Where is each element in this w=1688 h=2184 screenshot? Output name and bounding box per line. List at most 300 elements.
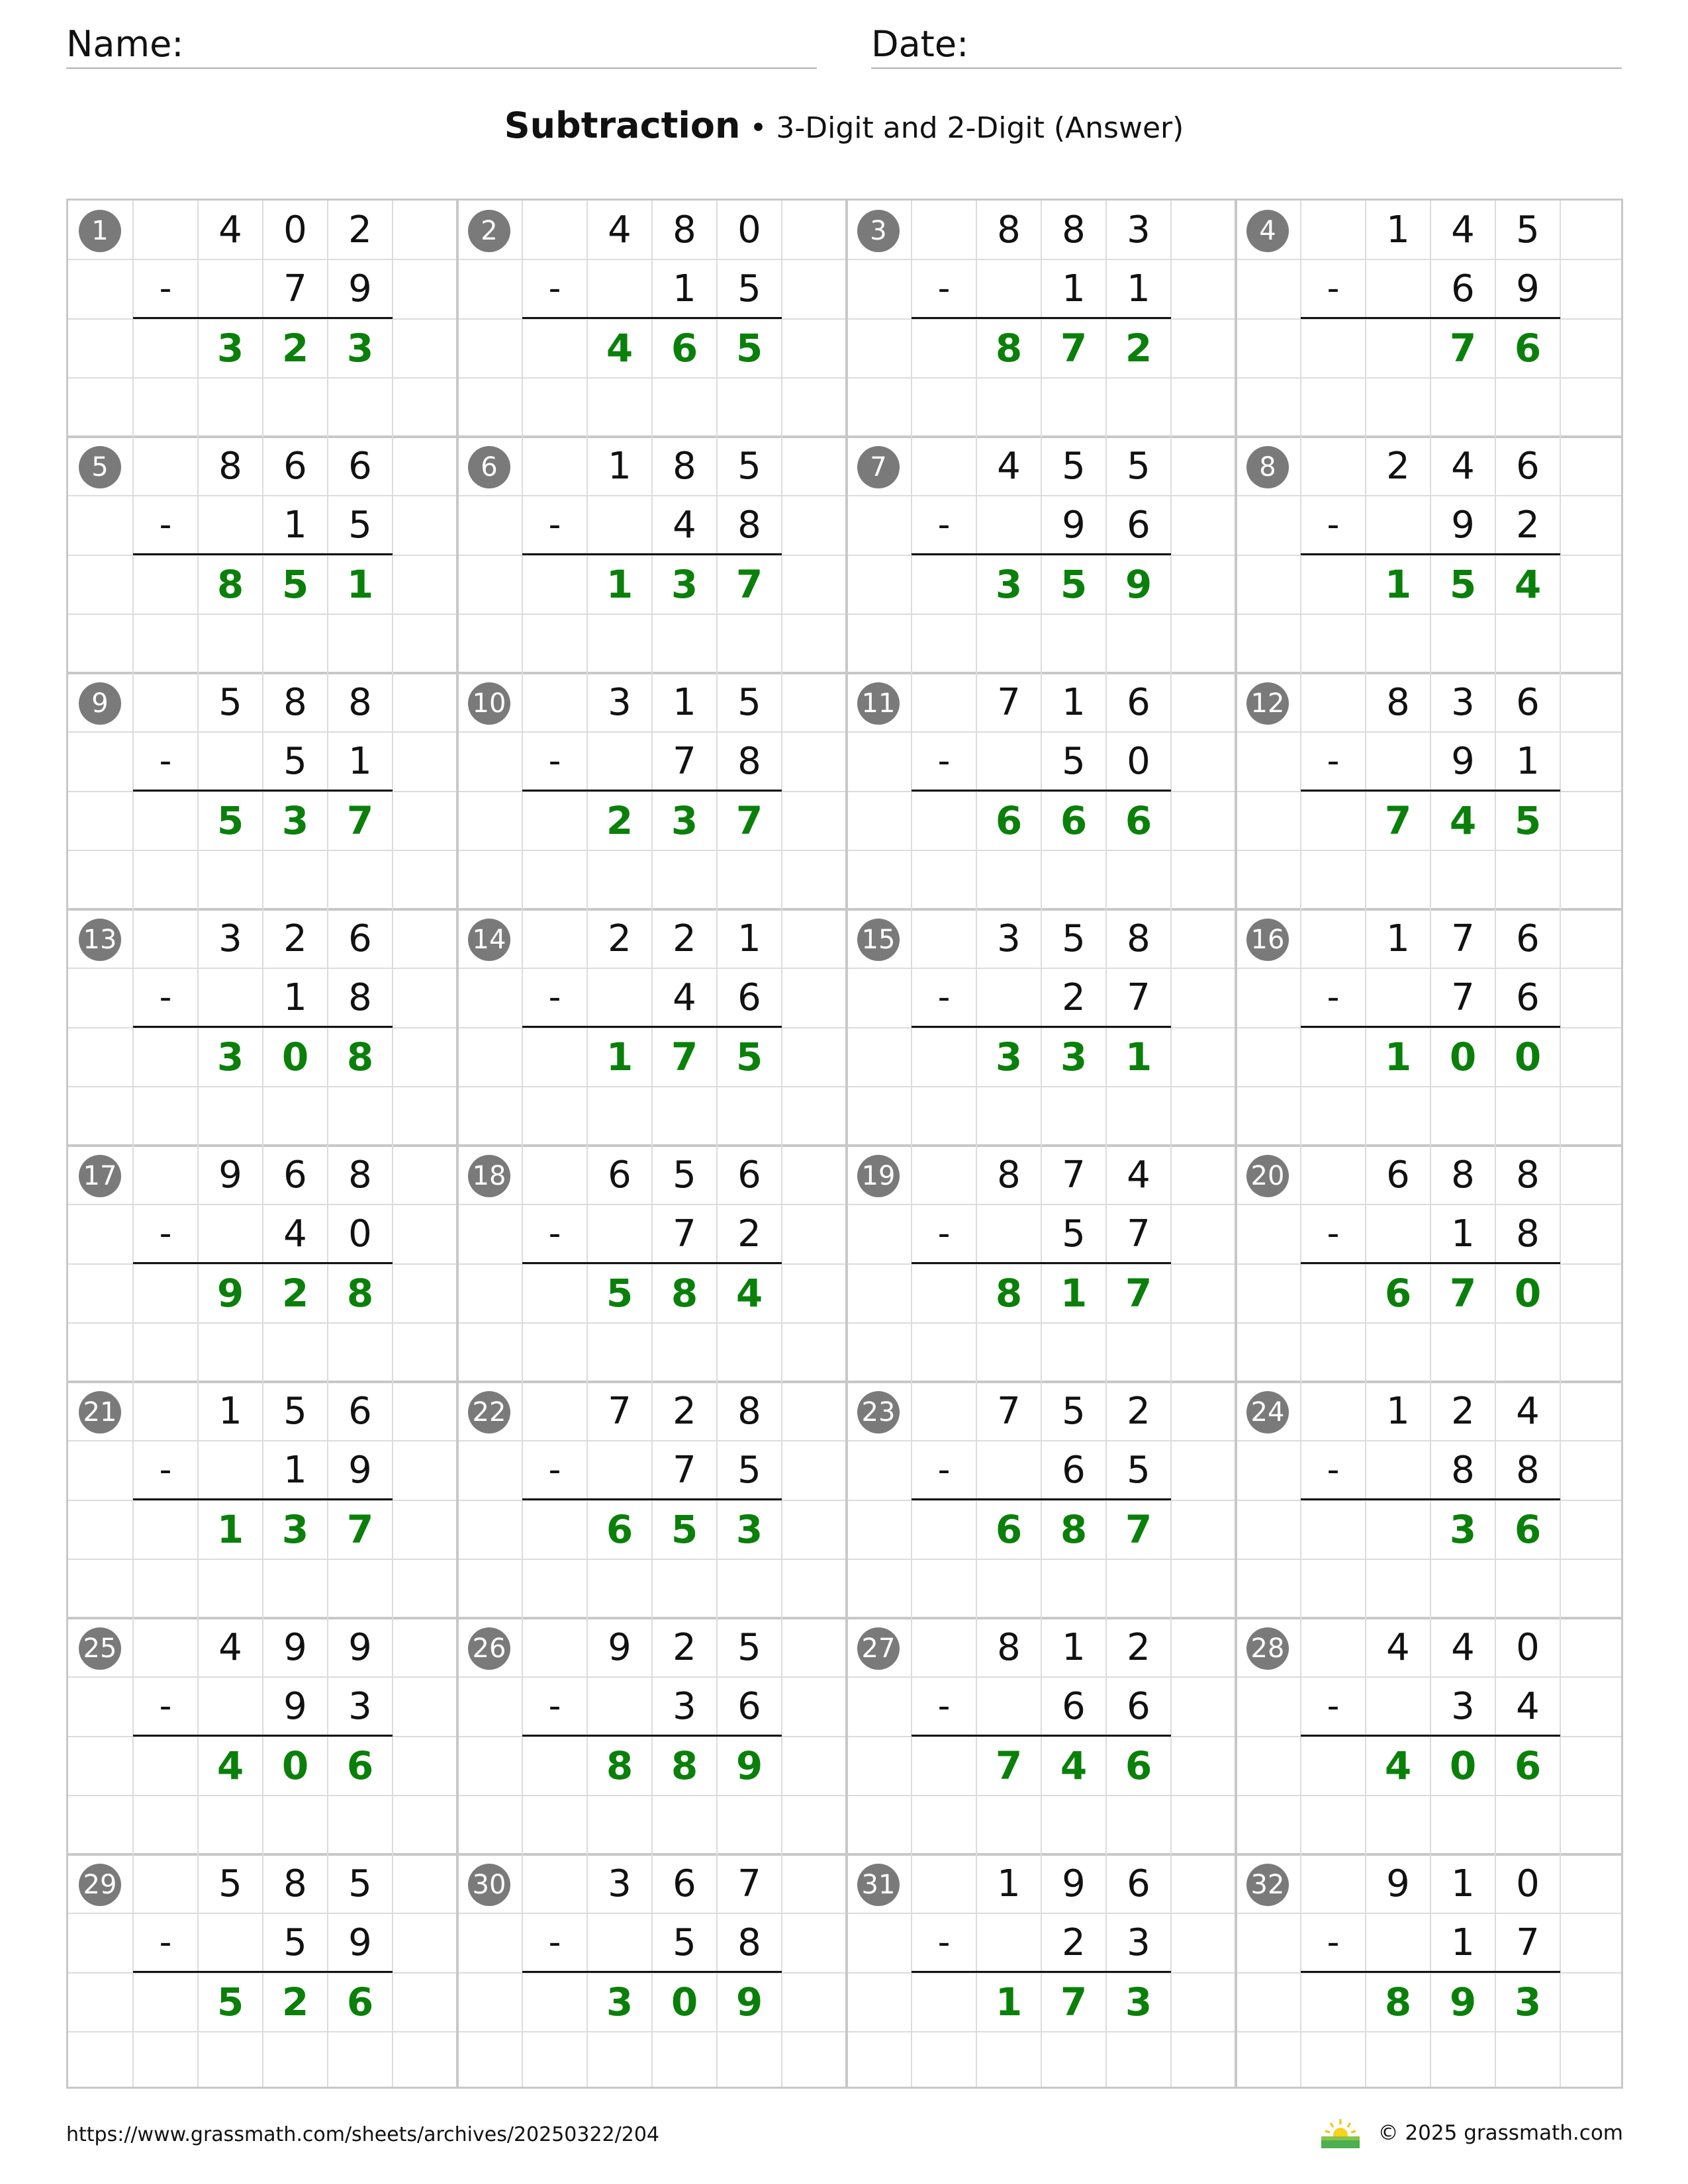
minus-sign: -: [937, 1923, 951, 1963]
answer-digit: 8: [671, 1743, 698, 1788]
digit-top: 1: [1062, 681, 1086, 724]
name-field[interactable]: [66, 20, 817, 69]
minus-sign: -: [1327, 741, 1340, 782]
digit-top: 5: [1062, 1390, 1086, 1433]
minus-sign: -: [1327, 1686, 1340, 1727]
digit-bottom: 4: [1516, 1685, 1540, 1729]
answer-digit: 7: [1449, 325, 1477, 371]
date-field[interactable]: [871, 20, 1622, 69]
answer-digit: 7: [1060, 1979, 1088, 2025]
problem-number-badge: 6: [468, 446, 510, 488]
minus-sign: -: [937, 505, 951, 545]
subtraction-problem: [1236, 909, 1625, 1146]
digit-top: 2: [673, 1390, 696, 1433]
digit-top: 8: [673, 208, 696, 251]
digit-top: 1: [1062, 1626, 1086, 1669]
subtraction-problem: [1236, 1854, 1625, 2091]
digit-top: 9: [218, 1154, 242, 1197]
subtraction-problem: [457, 909, 847, 1146]
answer-digit: 7: [735, 797, 763, 843]
subtraction-problem: [457, 201, 847, 437]
answer-rule-line: [522, 1262, 782, 1264]
answer-rule-line: [133, 790, 393, 792]
digit-top: 6: [283, 445, 307, 488]
answer-digit: 7: [671, 1034, 698, 1079]
subtraction-problem: [1236, 201, 1625, 437]
minus-sign: -: [548, 978, 561, 1018]
digit-bottom: 2: [1062, 1921, 1086, 1965]
digit-top: 4: [1451, 1626, 1475, 1669]
digit-top: 2: [608, 917, 632, 960]
problem-number-badge: 7: [857, 446, 900, 488]
answer-digit: 3: [1125, 1979, 1152, 2025]
digit-top: 8: [1386, 681, 1410, 724]
digit-top: 4: [1127, 1154, 1150, 1197]
digit-top: 2: [1386, 445, 1410, 488]
minus-sign: -: [1327, 1214, 1340, 1254]
problem-number-badge: 19: [857, 1155, 900, 1197]
digit-bottom: 5: [1062, 740, 1086, 784]
problem-number-badge: 4: [1246, 210, 1289, 252]
digit-bottom: 9: [283, 1685, 307, 1729]
answer-digit: 3: [281, 797, 309, 843]
answer-digit: 5: [216, 1979, 244, 2025]
digit-top: 8: [1127, 917, 1150, 960]
digit-top: 9: [1062, 1862, 1086, 1905]
problem-number-badge: 2: [468, 210, 510, 252]
minus-sign: -: [937, 978, 951, 1018]
problem-number-badge: 9: [79, 682, 121, 725]
subtraction-problem: [68, 673, 457, 909]
subtraction-problem: [1236, 1146, 1625, 1382]
problem-grid: [66, 199, 1623, 2089]
subtraction-problem: [1236, 673, 1625, 909]
digit-top: 7: [608, 1390, 632, 1433]
answer-rule-line: [1301, 790, 1560, 792]
answer-digit: 1: [1060, 1270, 1088, 1316]
digit-top: 8: [283, 1862, 307, 1905]
answer-digit: 8: [1384, 1979, 1412, 2025]
digit-top: 0: [1516, 1626, 1540, 1669]
digit-bottom: 9: [1451, 504, 1475, 547]
digit-bottom: 6: [737, 1685, 761, 1729]
subtraction-problem: [457, 437, 847, 673]
answer-digit: 3: [606, 1979, 633, 2025]
digit-top: 2: [1127, 1390, 1150, 1433]
digit-top: 8: [348, 681, 372, 724]
digit-top: 8: [218, 445, 242, 488]
digit-top: 5: [218, 681, 242, 724]
answer-digit: 6: [1060, 797, 1088, 843]
minus-sign: -: [1327, 269, 1340, 309]
digit-top: 6: [1386, 1154, 1410, 1197]
digit-top: 7: [997, 681, 1021, 724]
minus-sign: -: [1327, 505, 1340, 545]
subtraction-problem: [68, 1854, 457, 2091]
answer-digit: 1: [1384, 561, 1412, 607]
subtraction-problem: [457, 1854, 847, 2091]
digit-top: 1: [218, 1390, 242, 1433]
digit-top: 9: [348, 1626, 372, 1669]
digit-bottom: 6: [1451, 267, 1475, 311]
answer-rule-line: [912, 1971, 1171, 1973]
answer-rule-line: [133, 1971, 393, 1973]
digit-bottom: 9: [348, 1449, 372, 1492]
digit-top: 4: [997, 445, 1021, 488]
answer-rule-line: [912, 1026, 1171, 1028]
subtraction-problem: [457, 673, 847, 909]
digit-top: 9: [1386, 1862, 1410, 1905]
answer-digit: 0: [1514, 1270, 1542, 1316]
digit-bottom: 6: [1127, 1685, 1150, 1729]
answer-digit: 1: [1125, 1034, 1152, 1079]
subtraction-problem: [847, 437, 1236, 673]
digit-top: 5: [218, 1862, 242, 1905]
answer-digit: 9: [216, 1270, 244, 1316]
answer-rule-line: [912, 1498, 1171, 1500]
digit-top: 8: [673, 445, 696, 488]
subtraction-problem: [847, 1854, 1236, 2091]
minus-sign: -: [937, 1214, 951, 1254]
digit-bottom: 3: [673, 1685, 696, 1729]
digit-top: 8: [283, 681, 307, 724]
minus-sign: -: [548, 741, 561, 782]
subtraction-problem: [847, 909, 1236, 1146]
digit-bottom: 1: [283, 504, 307, 547]
problem-number-badge: 31: [857, 1864, 900, 1906]
digit-bottom: 2: [737, 1212, 761, 1256]
answer-digit: 7: [1060, 325, 1088, 371]
answer-digit: 0: [671, 1979, 698, 2025]
answer-rule-line: [133, 553, 393, 555]
answer-digit: 5: [735, 325, 763, 371]
digit-top: 3: [218, 917, 242, 960]
minus-sign: -: [159, 1450, 172, 1490]
digit-bottom: 1: [1451, 1212, 1475, 1256]
digit-top: 4: [1386, 1626, 1410, 1669]
digit-top: 1: [737, 917, 761, 960]
subtraction-problem: [1236, 437, 1625, 673]
answer-rule-line: [522, 553, 782, 555]
digit-bottom: 8: [1451, 1449, 1475, 1492]
answer-digit: 1: [606, 1034, 633, 1079]
digit-bottom: 6: [737, 976, 761, 1020]
problem-number-badge: 12: [1246, 682, 1289, 725]
answer-digit: 3: [216, 325, 244, 371]
minus-sign: -: [1327, 1923, 1340, 1963]
subtraction-problem: [847, 1382, 1236, 1618]
footer-copyright: © 2025 grassmath.com: [1378, 2121, 1623, 2145]
grass-sun-logo-icon: [1317, 2116, 1364, 2150]
digit-top: 5: [737, 681, 761, 724]
answer-digit: 9: [735, 1743, 763, 1788]
answer-rule-line: [1301, 1498, 1560, 1500]
subtraction-problem: [68, 1382, 457, 1618]
digit-bottom: 5: [1062, 1212, 1086, 1256]
answer-digit: 3: [216, 1034, 244, 1079]
digit-top: 5: [283, 1390, 307, 1433]
digit-bottom: 6: [1062, 1685, 1086, 1729]
digit-bottom: 5: [737, 267, 761, 311]
answer-digit: 7: [1125, 1506, 1152, 1552]
answer-digit: 4: [1384, 1743, 1412, 1788]
digit-top: 1: [608, 445, 632, 488]
subtraction-problem: [68, 1618, 457, 1854]
digit-top: 9: [608, 1626, 632, 1669]
answer-digit: 5: [735, 1034, 763, 1079]
answer-rule-line: [1301, 1262, 1560, 1264]
minus-sign: -: [937, 1450, 951, 1490]
minus-sign: -: [159, 269, 172, 309]
answer-digit: 8: [346, 1034, 374, 1079]
digit-top: 4: [218, 208, 242, 251]
digit-top: 1: [1451, 1862, 1475, 1905]
answer-digit: 6: [1125, 1743, 1152, 1788]
answer-rule-line: [912, 553, 1171, 555]
digit-bottom: 9: [1516, 267, 1540, 311]
answer-rule-line: [1301, 1735, 1560, 1737]
subtraction-problem: [1236, 1618, 1625, 1854]
answer-digit: 7: [1125, 1270, 1152, 1316]
digit-top: 8: [1062, 208, 1086, 251]
digit-bottom: 1: [1127, 267, 1150, 311]
digit-top: 7: [1062, 1154, 1086, 1197]
subtraction-problem: [847, 201, 1236, 437]
footer-url: https://www.grassmath.com/sheets/archives/20250322/204: [66, 2123, 660, 2146]
digit-top: 2: [348, 208, 372, 251]
subtraction-problem: [68, 1146, 457, 1382]
answer-digit: 2: [281, 1979, 309, 2025]
problem-number-badge: 32: [1246, 1864, 1289, 1906]
digit-bottom: 7: [673, 1449, 696, 1492]
digit-top: 6: [608, 1154, 632, 1197]
digit-top: 5: [737, 1626, 761, 1669]
digit-top: 8: [997, 208, 1021, 251]
answer-digit: 9: [1449, 1979, 1477, 2025]
digit-top: 0: [283, 208, 307, 251]
digit-bottom: 1: [1451, 1921, 1475, 1965]
digit-top: 2: [283, 917, 307, 960]
digit-top: 0: [1516, 1862, 1540, 1905]
digit-bottom: 1: [283, 976, 307, 1020]
answer-digit: 7: [1384, 797, 1412, 843]
answer-digit: 6: [1514, 1743, 1542, 1788]
answer-digit: 1: [216, 1506, 244, 1552]
digit-top: 6: [348, 917, 372, 960]
digit-top: 6: [283, 1154, 307, 1197]
digit-bottom: 0: [348, 1212, 372, 1256]
subtraction-problem: [1236, 1382, 1625, 1618]
digit-bottom: 7: [673, 740, 696, 784]
answer-digit: 0: [1514, 1034, 1542, 1079]
answer-digit: 6: [1125, 797, 1152, 843]
answer-digit: 6: [1384, 1270, 1412, 1316]
digit-bottom: 2: [1516, 504, 1540, 547]
answer-rule-line: [133, 317, 393, 319]
digit-bottom: 3: [1127, 1921, 1150, 1965]
problem-number-badge: 29: [79, 1864, 121, 1906]
digit-top: 6: [348, 1390, 372, 1433]
answer-digit: 1: [1384, 1034, 1412, 1079]
answer-digit: 3: [671, 797, 698, 843]
answer-rule-line: [912, 790, 1171, 792]
answer-digit: 5: [216, 797, 244, 843]
answer-digit: 4: [216, 1743, 244, 1788]
digit-top: 2: [673, 917, 696, 960]
minus-sign: -: [548, 505, 561, 545]
answer-rule-line: [912, 1735, 1171, 1737]
digit-bottom: 4: [283, 1212, 307, 1256]
date-label: Date:: [871, 23, 969, 65]
digit-bottom: 7: [283, 267, 307, 311]
digit-top: 4: [608, 208, 632, 251]
digit-top: 2: [673, 1626, 696, 1669]
answer-digit: 0: [281, 1743, 309, 1788]
digit-top: 5: [1062, 917, 1086, 960]
answer-digit: 5: [1449, 561, 1477, 607]
problem-number-badge: 25: [79, 1627, 121, 1670]
answer-digit: 3: [346, 325, 374, 371]
answer-rule-line: [133, 1026, 393, 1028]
digit-top: 6: [1127, 1862, 1150, 1905]
answer-digit: 6: [995, 1506, 1023, 1552]
answer-digit: 5: [281, 561, 309, 607]
answer-digit: 2: [1125, 325, 1152, 371]
subtraction-problem: [847, 673, 1236, 909]
answer-rule-line: [1301, 317, 1560, 319]
answer-digit: 8: [995, 325, 1023, 371]
digit-bottom: 8: [1516, 1449, 1540, 1492]
subtraction-problem: [457, 1618, 847, 1854]
problem-number-badge: 28: [1246, 1627, 1289, 1670]
answer-digit: 5: [671, 1506, 698, 1552]
digit-bottom: 5: [673, 1921, 696, 1965]
minus-sign: -: [159, 505, 172, 545]
digit-bottom: 9: [348, 1921, 372, 1965]
answer-rule-line: [133, 1262, 393, 1264]
answer-digit: 6: [346, 1979, 374, 2025]
subtraction-problem: [457, 1146, 847, 1382]
digit-top: 6: [1516, 445, 1540, 488]
digit-bottom: 3: [348, 1685, 372, 1729]
answer-digit: 7: [346, 797, 374, 843]
answer-rule-line: [522, 1735, 782, 1737]
minus-sign: -: [1327, 1450, 1340, 1490]
digit-top: 8: [997, 1626, 1021, 1669]
problem-number-badge: 10: [468, 682, 510, 725]
answer-rule-line: [522, 790, 782, 792]
digit-top: 4: [218, 1626, 242, 1669]
minus-sign: -: [937, 269, 951, 309]
problem-number-badge: 11: [857, 682, 900, 725]
answer-digit: 4: [606, 325, 633, 371]
digit-top: 1: [1386, 917, 1410, 960]
answer-digit: 6: [346, 1743, 374, 1788]
digit-bottom: 5: [1127, 1449, 1150, 1492]
digit-top: 6: [673, 1862, 696, 1905]
digit-top: 8: [1451, 1154, 1475, 1197]
answer-digit: 2: [281, 1270, 309, 1316]
answer-digit: 0: [281, 1034, 309, 1079]
digit-bottom: 4: [673, 976, 696, 1020]
digit-top: 8: [997, 1154, 1021, 1197]
problem-number-badge: 24: [1246, 1391, 1289, 1433]
answer-rule-line: [1301, 553, 1560, 555]
footer-brand: [1317, 2116, 1623, 2150]
digit-top: 3: [1451, 681, 1475, 724]
problem-number-badge: 3: [857, 210, 900, 252]
answer-digit: 7: [735, 561, 763, 607]
digit-bottom: 3: [1451, 1685, 1475, 1729]
digit-top: 3: [608, 681, 632, 724]
digit-top: 4: [1516, 1390, 1540, 1433]
digit-top: 7: [997, 1390, 1021, 1433]
answer-digit: 8: [995, 1270, 1023, 1316]
answer-digit: 6: [1514, 325, 1542, 371]
minus-sign: -: [548, 1686, 561, 1727]
digit-bottom: 8: [737, 504, 761, 547]
digit-top: 2: [1451, 1390, 1475, 1433]
answer-rule-line: [912, 1262, 1171, 1264]
digit-bottom: 1: [1516, 740, 1540, 784]
answer-digit: 7: [346, 1506, 374, 1552]
answer-digit: 4: [735, 1270, 763, 1316]
digit-bottom: 8: [737, 1921, 761, 1965]
subtraction-problem: [68, 437, 457, 673]
digit-bottom: 5: [283, 1921, 307, 1965]
digit-bottom: 7: [673, 1212, 696, 1256]
answer-rule-line: [522, 1971, 782, 1973]
answer-digit: 4: [1514, 561, 1542, 607]
title-subtitle: • 3-Digit and 2-Digit (Answer): [740, 111, 1184, 145]
digit-top: 5: [348, 1862, 372, 1905]
digit-top: 3: [608, 1862, 632, 1905]
answer-digit: 3: [671, 561, 698, 607]
answer-digit: 1: [606, 561, 633, 607]
digit-top: 5: [1127, 445, 1150, 488]
answer-digit: 5: [1514, 797, 1542, 843]
minus-sign: -: [937, 741, 951, 782]
digit-top: 3: [997, 917, 1021, 960]
digit-top: 8: [737, 1390, 761, 1433]
answer-digit: 1: [995, 1979, 1023, 2025]
answer-digit: 8: [671, 1270, 698, 1316]
answer-digit: 3: [735, 1506, 763, 1552]
digit-bottom: 9: [348, 267, 372, 311]
answer-digit: 4: [1449, 797, 1477, 843]
subtraction-problem: [68, 909, 457, 1146]
digit-bottom: 6: [1062, 1449, 1086, 1492]
digit-top: 8: [1516, 1154, 1540, 1197]
answer-digit: 5: [606, 1270, 633, 1316]
minus-sign: -: [159, 978, 172, 1018]
problem-number-badge: 14: [468, 919, 510, 961]
minus-sign: -: [159, 1923, 172, 1963]
answer-digit: 8: [606, 1743, 633, 1788]
answer-digit: 3: [995, 561, 1023, 607]
digit-bottom: 4: [673, 504, 696, 547]
answer-digit: 5: [1060, 561, 1088, 607]
minus-sign: -: [548, 1450, 561, 1490]
answer-rule-line: [1301, 1971, 1560, 1973]
subtraction-problem: [847, 1146, 1236, 1382]
problem-number-badge: 30: [468, 1864, 510, 1906]
answer-digit: 0: [1449, 1743, 1477, 1788]
problem-number-badge: 22: [468, 1391, 510, 1433]
digit-top: 8: [348, 1154, 372, 1197]
worksheet-title: [0, 105, 1688, 146]
answer-digit: 7: [995, 1743, 1023, 1788]
